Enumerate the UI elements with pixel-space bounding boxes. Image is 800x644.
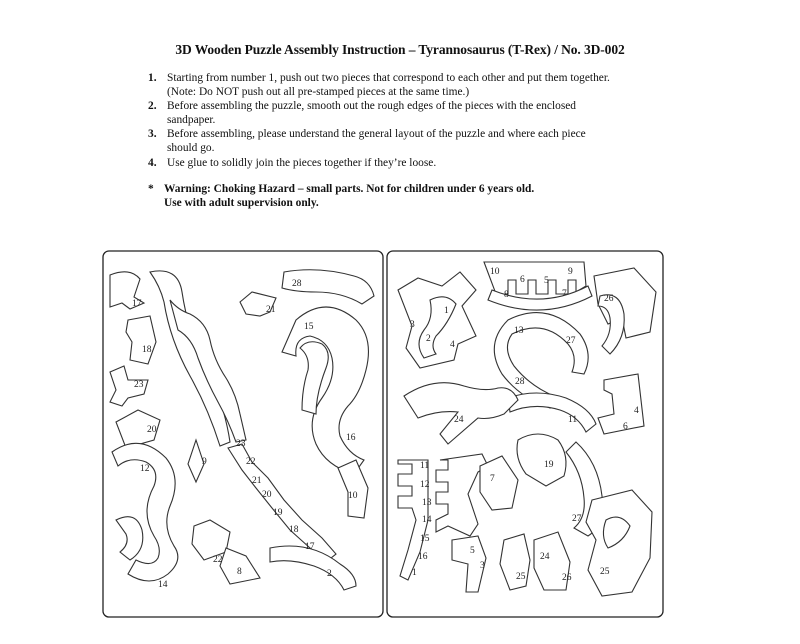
piece-label: 23 xyxy=(236,439,246,449)
left-puzzle-sheet xyxy=(103,251,383,617)
piece-label: 1 xyxy=(444,306,449,316)
piece-label: 7 xyxy=(490,474,495,484)
piece-label: 22 xyxy=(213,555,223,565)
piece-label: 17 xyxy=(132,299,142,309)
piece-label: 27 xyxy=(572,514,582,524)
piece-label: 10 xyxy=(348,491,358,501)
document-title: 3D Wooden Puzzle Assembly Instruction – Tyrannosaurus (T-Rex) / No. 3D-002 xyxy=(175,42,625,57)
warning-line-1: Warning: Choking Hazard – small parts. Not for children under 6 years old. xyxy=(164,183,535,195)
piece-label: 13 xyxy=(514,326,524,336)
piece-label: 18 xyxy=(289,525,299,535)
piece-label: 13 xyxy=(422,498,432,508)
piece-label: 26 xyxy=(604,294,614,304)
piece-label: 7 xyxy=(562,289,567,299)
piece-label: 21 xyxy=(266,305,276,315)
piece-label: 17 xyxy=(305,542,315,552)
piece-label: 24 xyxy=(454,415,464,425)
piece-label: 28 xyxy=(292,279,302,289)
step-text: Before assembling, please understand the general layout of the puzzle and where each piece should go. xyxy=(167,128,586,154)
piece-label: 4 xyxy=(450,340,455,350)
step-text: Use glue to solidly join the pieces together if they’re loose. xyxy=(167,156,437,169)
piece-label: 15 xyxy=(420,534,430,544)
step-number: 3. xyxy=(148,128,157,141)
piece-label: 3 xyxy=(410,320,415,330)
piece-label: 5 xyxy=(470,546,475,556)
piece-label: 22 xyxy=(246,457,256,467)
piece-label: 14 xyxy=(158,580,168,590)
piece-label: 15 xyxy=(304,322,314,332)
step-number: 4. xyxy=(148,156,157,169)
warning-line-2: Use with adult supervision only. xyxy=(164,197,319,209)
step-number: 2. xyxy=(148,100,157,113)
piece-label: 8 xyxy=(504,290,509,300)
piece-label: 4 xyxy=(634,406,639,416)
piece-label: 25 xyxy=(600,567,610,577)
piece-label: 5 xyxy=(544,276,549,286)
piece-label: 16 xyxy=(418,552,428,562)
piece-label: 11 xyxy=(420,461,430,471)
step-text: Starting from number 1, push out two pieces that correspond to each other and put them together. (Note: Do NOT push out all pre-stamped pieces at the same time.) xyxy=(167,72,610,98)
warning-asterisk: * xyxy=(148,183,154,195)
piece-label: 28 xyxy=(515,377,525,387)
piece-label: 26 xyxy=(562,573,572,583)
piece-label: 1 xyxy=(412,568,417,578)
piece-label: 19 xyxy=(273,508,283,518)
step-text: Before assembling the puzzle, smooth out the rough edges of the pieces with the enclosed sandpaper. xyxy=(167,100,577,126)
piece-label: 6 xyxy=(520,275,525,285)
piece-label: 2 xyxy=(426,334,431,344)
piece-label: 9 xyxy=(568,267,573,277)
piece-label: 9 xyxy=(202,457,207,467)
piece-label: 18 xyxy=(142,345,152,355)
piece-label: 3 xyxy=(480,561,485,571)
piece-label: 24 xyxy=(540,552,550,562)
piece-label: 12 xyxy=(140,464,150,474)
piece-label: 14 xyxy=(422,515,432,525)
piece-label: 2 xyxy=(327,569,332,579)
piece-label: 19 xyxy=(544,460,554,470)
piece-label: 21 xyxy=(252,476,262,486)
step-number: 1. xyxy=(148,72,157,84)
piece-label: 27 xyxy=(566,336,576,346)
piece-label: 10 xyxy=(490,267,500,277)
piece-label: 6 xyxy=(623,422,628,432)
piece-label: 12 xyxy=(420,480,430,490)
piece-label: 20 xyxy=(147,425,157,435)
piece-label: 16 xyxy=(346,433,356,443)
piece-label: 25 xyxy=(516,572,526,582)
piece-label: 20 xyxy=(262,490,272,500)
piece-label: 23 xyxy=(134,380,144,390)
piece-label: 11 xyxy=(568,415,578,425)
right-puzzle-sheet xyxy=(387,251,663,617)
piece-label: 8 xyxy=(237,567,242,577)
